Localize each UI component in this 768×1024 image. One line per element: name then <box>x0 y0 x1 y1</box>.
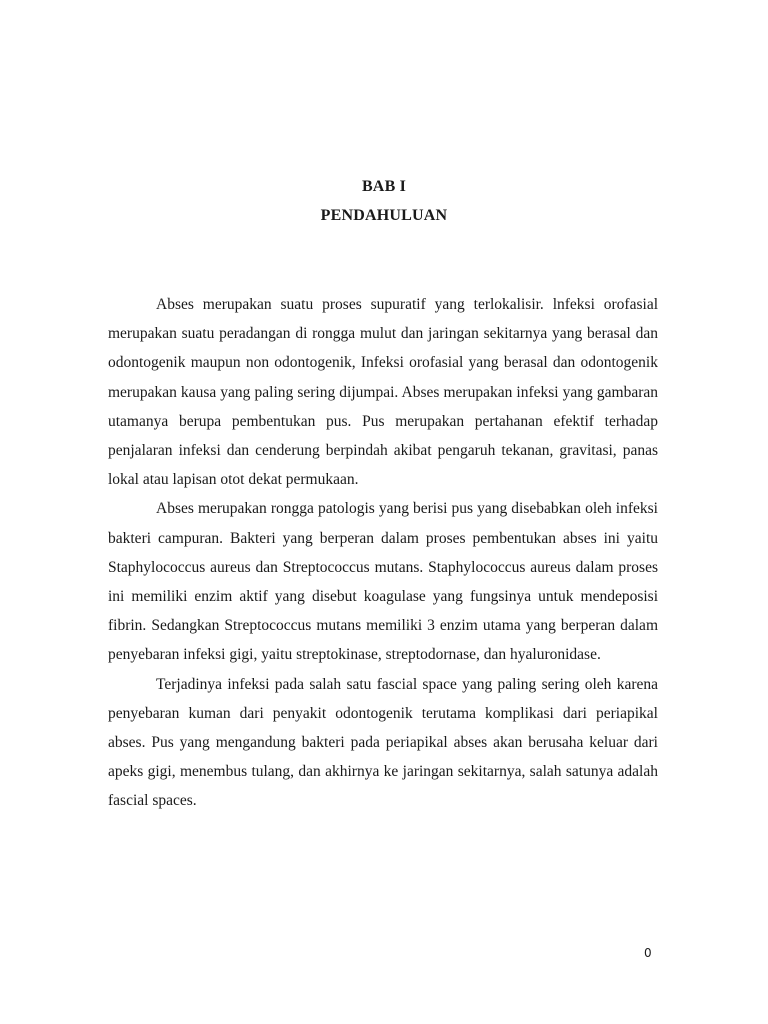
page-number: 0 <box>644 946 652 960</box>
paragraph-3: Terjadinya infeksi pada salah satu fascial space yang paling sering oleh karena penyebaran kuman dari penyakit odontogenik terutama komplikasi dari periapikal abses. Pus yang mengandung bakteri pada periapikal abses akan berusaha keluar dari apeks gigi, menembus tulang, dan akhirnya ke jaringan sekitarnya, salah satunya adalah fascial spaces. <box>108 675 658 810</box>
body-text <box>108 290 658 816</box>
chapter-title: PENDAHULUAN <box>320 207 448 224</box>
paragraph-1: Abses merupakan suatu proses supuratif yang terlokalisir. lnfeksi orofasial merupakan suatu peradangan di rongga mulut dan jaringan sekitarnya yang berasal dan odontogenik maupun non odontogenik, Infeksi orofasial yang berasal dan odontogenik merupakan kausa yang paling sering dijumpai. Abses merupakan infeksi yang gambaran utamanya berupa pembentukan pus. Pus merupakan pertahanan efektif terhadap penjalaran infeksi dan cenderung berpindah akibat pengaruh tekanan, gravitasi, panas lokal atau lapisan otot dekat permukaan. <box>108 296 658 489</box>
paragraph-2: Abses merupakan rongga patologis yang berisi pus yang disebabkan oleh infeksi bakteri campuran. Bakteri yang berperan dalam proses pembentukan abses ini yaitu Staphylococcus aureus dan Streptococcus mutans. Staphylococcus aureus dalam proses ini memiliki enzim aktif yang disebut koagulase yang fungsinya untuk mendeposisi fibrin. Sedangkan Streptococcus mutans memiliki 3 enzim utama yang berperan dalam penyebaran infeksi gigi, yaitu streptokinase, streptodornase, dan hyaluronidase. <box>108 500 658 664</box>
chapter-heading: BAB I <box>361 178 407 195</box>
